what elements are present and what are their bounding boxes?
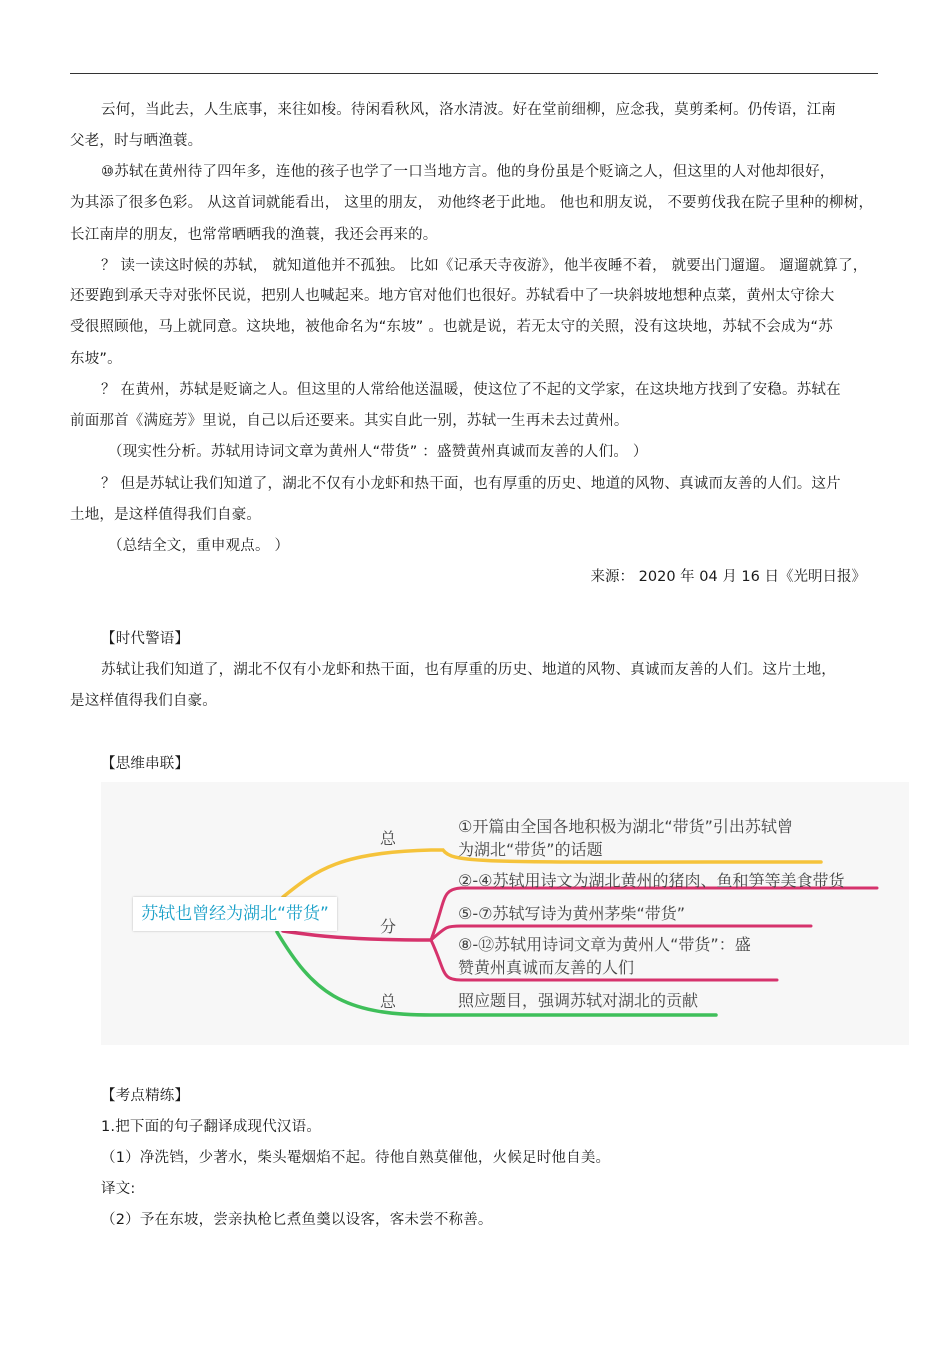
era-line: 是这样值得我们自豪。 xyxy=(70,693,217,709)
mindmap-heading: 【思维串联】 xyxy=(101,756,190,772)
mindmap-leaf: ⑤-⑦苏轼写诗为黄州茅柴“带货” xyxy=(458,904,686,923)
mindmap-root: 苏轼也曾经为湖北“带货” xyxy=(133,897,337,931)
header-rule xyxy=(70,73,878,74)
mindmap-leaf: ①开篇由全国各地积极为湖北“带货”引出苏轼曾 xyxy=(458,817,793,836)
era-line: 苏轼让我们知道了，湖北不仅有小龙虾和热干面，也有厚重的历史、地道的风物、真诚而友善的人们。这片土地， xyxy=(101,662,836,678)
paragraph-line: 云何，当此去，人生底事，来往如梭。待闲看秋风，洛水清波。好在堂前细柳，应念我，莫剪柔柯。仍传语，江南 xyxy=(101,102,836,118)
branch-label-fen: 分 xyxy=(380,917,397,936)
paragraph-line: 东坡”。 xyxy=(70,351,122,367)
paragraph-line: （现实性分析。苏轼用诗词文章为黄州人“带货” ：盛赞黄州真诚而友善的人们。 ） xyxy=(108,444,648,460)
source-citation: 来源： 2020 年 04 月 16 日《光明日报》 xyxy=(590,569,866,585)
mindmap-leaf: 照应题目，强调苏轼对湖北的贡献 xyxy=(458,991,699,1010)
section-heading: 【考点精练】 xyxy=(101,1088,190,1104)
paragraph-line: 土地，是这样值得我们自豪。 xyxy=(70,507,262,523)
paragraph-line: ？ 读一读这时候的苏轼， 就知道他并不孤独。 比如《记承天寺夜游》，他半夜睡不着， 就要出门遛遛。 遛遛就算了， xyxy=(101,258,868,274)
paragraph-line: 前面那首《满庭芳》里说，自己以后还要来。其实自此一别，苏轼一生再未去过黄州。 xyxy=(70,413,629,429)
mindmap-leaf: ②-④苏轼用诗文为湖北黄州的猪肉、鱼和笋等美食带货 xyxy=(458,871,845,890)
paragraph-line: ⑩苏轼在黄州待了四年多，连他的孩子也学了一口当地方言。他的身份虽是个贬谪之人，但这里的人对他却很好， xyxy=(101,164,835,180)
paragraph-line: ？ 在黄州，苏轼是贬谪之人。但这里的人常给他送温暖，使这位了不起的文学家，在这块地方找到了安稳。苏轼在 xyxy=(101,382,841,398)
mindmap-leaf: ⑧-⑫苏轼用诗词文章为黄州人“带货”：盛 xyxy=(458,935,751,954)
branch-label-zong: 总 xyxy=(380,829,397,848)
mindmap-leaf: 赞黄州真诚而友善的人们 xyxy=(458,958,635,977)
mindmap xyxy=(101,782,909,1045)
question-item: （2）予在东坡，尝亲执枪匕煮鱼羹以设客，客未尝不称善。 xyxy=(101,1212,493,1228)
paragraph-line: 还要跑到承天寺对张怀民说，把别人也喊起来。地方官对他们也很好。苏轼看中了一块斜坡地想种点菜，黄州太守徐大 xyxy=(70,288,835,304)
question-item: （1）净洗铛，少著水，柴头罨烟焰不起。待他自熟莫催他，火候足时他自美。 xyxy=(101,1150,611,1166)
paragraph-line: 父老，时与晒渔蓑。 xyxy=(70,133,203,149)
paragraph-line: 受很照顾他，马上就同意。这块地，被他命名为“东坡” 。也就是说，若无太守的关照，没有这块地，苏轼不会成为“苏 xyxy=(70,319,833,335)
mindmap-leaf: 为湖北“带货”的话题 xyxy=(458,840,603,859)
section-heading: 【时代警语】 xyxy=(101,631,190,647)
question: 1.把下面的句子翻译成现代汉语。 xyxy=(101,1119,322,1135)
paragraph-line: ？ 但是苏轼让我们知道了，湖北不仅有小龙虾和热干面，也有厚重的历史、地道的风物、真诚而友善的人们。这片 xyxy=(101,476,841,492)
branch-label-zong: 总 xyxy=(380,992,397,1011)
paragraph-line: 为其添了很多色彩。 从这首词就能看出， 这里的朋友， 劝他终老于此地。 他也和朋友说， 不要剪伐我在院子里种的柳树， xyxy=(70,195,874,211)
paragraph-line: （总结全文，重申观点。 ） xyxy=(108,538,290,554)
paragraph-line: 长江南岸的朋友，也常常晒晒我的渔蓑，我还会再来的。 xyxy=(70,227,438,243)
answer-label: 译文: xyxy=(101,1181,136,1197)
branch-pink-line xyxy=(283,931,431,940)
